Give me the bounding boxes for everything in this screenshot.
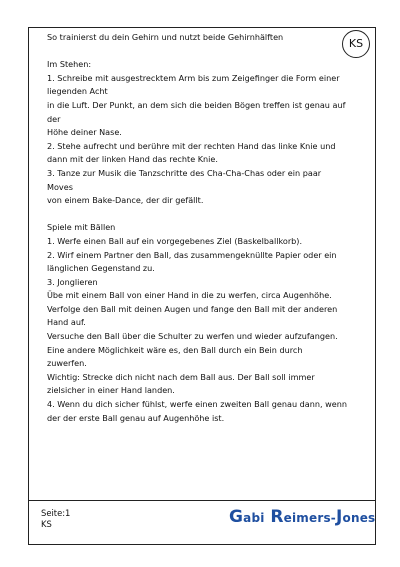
text-line: Verfolge den Ball mit deinen Augen und fange den Ball mit der anderen [47, 303, 338, 314]
spacer [47, 45, 337, 59]
logo-first-rest: abi [243, 511, 265, 525]
text-line: Hand auf. [47, 317, 86, 328]
document-title: So trainierst du dein Gehirn und nutzt beide Gehirnhälften [47, 32, 284, 42]
page-number: Seite:1 [41, 508, 71, 518]
text-line: dann mit der linken Hand das rechte Knie. [47, 154, 218, 165]
text-line: länglichen Gegenstand zu. [47, 263, 155, 274]
text-line: von einem Bake-Dance, der dir gefällt. [47, 195, 204, 206]
logo-initial-r: R [270, 507, 284, 527]
text-line: Moves [47, 181, 73, 192]
text-line: Versuche den Ball über die Schulter zu werfen und wieder aufzufangen. [47, 331, 338, 342]
text-line: Wichtig: Strecke dich nicht nach dem Ball aus. Der Ball soll immer [47, 371, 315, 382]
text-line: 4. Wenn du dich sicher fühlst, werfe einen zweiten Ball genau dann, wenn [47, 399, 348, 410]
footer-info [41, 508, 70, 530]
footer-initials: KS [41, 519, 52, 529]
text-line: Höhe deiner Nase. [47, 127, 122, 138]
text-line: 2. Stehe aufrecht und berühre mit der rechten Hand das linke Knie und [47, 140, 336, 151]
author-logo [229, 507, 375, 527]
document-body [47, 31, 348, 425]
spacer [47, 208, 337, 222]
text-line: 3. Jonglieren [47, 276, 98, 287]
text-line: Eine andere Möglichkeit wäre es, den Ball durch ein Bein durch [47, 344, 303, 355]
logo-last-rest2: ones [342, 511, 376, 525]
text-line: der der erste Ball genau auf Augenhöhe ist. [47, 412, 225, 423]
text-line: Im Stehen: [47, 59, 92, 70]
text-line: Spiele mit Bällen [47, 222, 116, 233]
text-line: 2. Wirf einem Partner den Ball, das zusammengeknüllte Papier oder ein [47, 249, 337, 260]
text-line: zuwerfen. [47, 358, 87, 369]
text-line: 1. Schreibe mit ausgestrecktem Arm bis zum Zeigefinger die Form einer [47, 72, 340, 83]
text-line: Übe mit einem Ball von einer Hand in die zu werfen, circa Augenhöhe. [47, 290, 332, 301]
text-line: liegenden Acht [47, 86, 108, 97]
text-line: 3. Tanze zur Musik die Tanzschritte des Cha-Cha-Chas oder ein paar [47, 167, 322, 178]
text-lines [47, 58, 348, 425]
logo-last-rest: eimers- [283, 511, 336, 525]
text-line: der [47, 113, 61, 124]
text-line: in die Luft. Der Punkt, an dem sich die beiden Bögen treffen ist genau auf [47, 99, 346, 110]
footer-divider [29, 500, 375, 501]
text-line: 1. Werfe einen Ball auf ein vorgegebenes Ziel (Baskelballkorb). [47, 235, 303, 246]
logo-initial-j: J [335, 507, 343, 527]
initials-badge: KS [342, 30, 370, 58]
logo-initial-g: G [229, 507, 244, 527]
text-line: zielsicher in einer Hand landen. [47, 385, 175, 396]
